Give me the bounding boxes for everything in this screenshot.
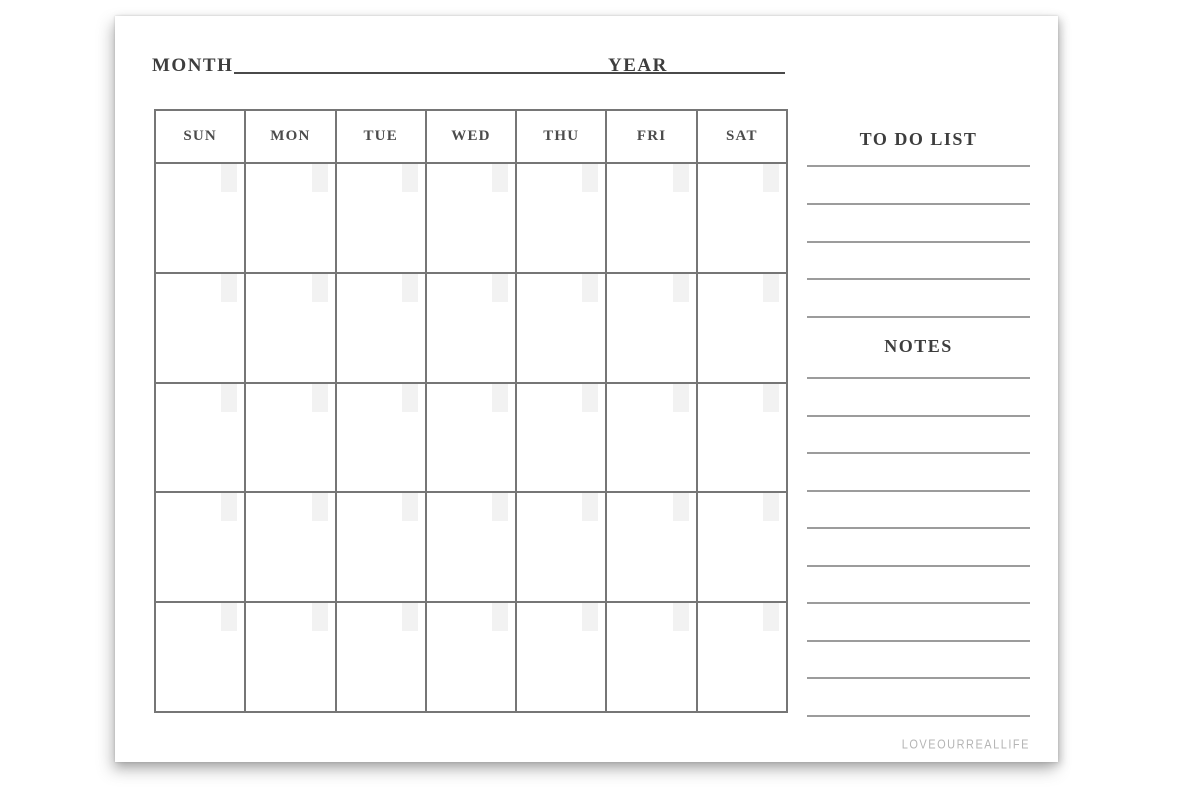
date-placeholder-box <box>763 274 779 302</box>
date-placeholder-box <box>221 274 237 302</box>
notes-rule-line <box>807 677 1030 679</box>
notes-rule-line <box>807 490 1030 492</box>
todo-rule-line <box>807 165 1030 167</box>
date-placeholder-box <box>221 384 237 412</box>
calendar-page <box>115 16 1058 762</box>
day-cell <box>246 164 334 272</box>
day-cell <box>337 274 425 382</box>
date-placeholder-box <box>402 603 418 631</box>
day-cell <box>156 384 244 492</box>
todo-rule-line <box>807 278 1030 280</box>
date-placeholder-box <box>402 164 418 192</box>
day-cell <box>427 493 515 601</box>
day-header-fri: FRI <box>607 111 695 162</box>
date-placeholder-box <box>312 274 328 302</box>
day-cell <box>607 164 695 272</box>
notes-rule-line <box>807 527 1030 529</box>
day-cell <box>607 603 695 711</box>
day-cell <box>156 603 244 711</box>
date-placeholder-box <box>312 493 328 521</box>
date-placeholder-box <box>582 274 598 302</box>
todo-rule-line <box>807 241 1030 243</box>
year-fill-line <box>671 72 785 74</box>
date-placeholder-box <box>402 493 418 521</box>
day-cell <box>156 493 244 601</box>
date-placeholder-box <box>582 384 598 412</box>
day-cell <box>246 384 334 492</box>
day-cell <box>246 603 334 711</box>
day-cell <box>698 384 786 492</box>
day-cell <box>427 164 515 272</box>
date-placeholder-box <box>402 274 418 302</box>
date-placeholder-box <box>492 274 508 302</box>
date-placeholder-box <box>312 164 328 192</box>
todo-list-heading: TO DO LIST <box>859 129 978 149</box>
date-placeholder-box <box>763 493 779 521</box>
day-header-sat: SAT <box>698 111 786 162</box>
day-cell <box>607 493 695 601</box>
watermark-text: LOVEOURREALLIFE <box>901 738 1030 752</box>
day-cell <box>517 603 605 711</box>
date-placeholder-box <box>763 384 779 412</box>
date-placeholder-box <box>312 384 328 412</box>
day-cell <box>517 164 605 272</box>
right-panel <box>807 16 1030 762</box>
day-cell <box>156 274 244 382</box>
notes-rule-line <box>807 377 1030 379</box>
month-label: MONTH <box>152 55 234 76</box>
day-cell <box>698 164 786 272</box>
day-cell <box>698 274 786 382</box>
day-cell <box>246 274 334 382</box>
date-placeholder-box <box>312 603 328 631</box>
day-cell <box>517 493 605 601</box>
day-header-sun: SUN <box>156 111 244 162</box>
day-cell <box>607 384 695 492</box>
day-header-thu: THU <box>517 111 605 162</box>
date-placeholder-box <box>582 493 598 521</box>
todo-rule-line <box>807 316 1030 318</box>
date-placeholder-box <box>582 603 598 631</box>
notes-rule-line <box>807 602 1030 604</box>
year-label: YEAR <box>608 55 668 76</box>
date-placeholder-box <box>492 603 508 631</box>
date-placeholder-box <box>492 493 508 521</box>
date-placeholder-box <box>221 493 237 521</box>
date-placeholder-box <box>221 164 237 192</box>
day-cell <box>517 274 605 382</box>
date-placeholder-box <box>763 164 779 192</box>
date-placeholder-box <box>673 603 689 631</box>
date-placeholder-box <box>221 603 237 631</box>
day-cell <box>156 164 244 272</box>
date-placeholder-box <box>582 164 598 192</box>
day-header-wed: WED <box>427 111 515 162</box>
calendar-grid <box>154 109 788 713</box>
day-cell <box>337 493 425 601</box>
date-placeholder-box <box>763 603 779 631</box>
day-header-mon: MON <box>246 111 334 162</box>
day-cell <box>427 603 515 711</box>
day-cell <box>337 164 425 272</box>
date-placeholder-box <box>673 384 689 412</box>
day-cell <box>427 274 515 382</box>
day-cell <box>337 384 425 492</box>
notes-rule-line <box>807 415 1030 417</box>
notes-heading: NOTES <box>884 336 953 356</box>
date-placeholder-box <box>492 164 508 192</box>
day-cell <box>607 274 695 382</box>
date-placeholder-box <box>673 164 689 192</box>
day-cell <box>246 493 334 601</box>
notes-rule-line <box>807 452 1030 454</box>
notes-rule-line <box>807 640 1030 642</box>
day-cell <box>517 384 605 492</box>
notes-rule-line <box>807 715 1030 717</box>
notes-rule-line <box>807 565 1030 567</box>
day-cell <box>427 384 515 492</box>
date-placeholder-box <box>673 493 689 521</box>
date-placeholder-box <box>402 384 418 412</box>
date-placeholder-box <box>673 274 689 302</box>
day-cell <box>337 603 425 711</box>
date-placeholder-box <box>492 384 508 412</box>
day-header-tue: TUE <box>337 111 425 162</box>
day-cell <box>698 603 786 711</box>
day-cell <box>698 493 786 601</box>
todo-rule-line <box>807 203 1030 205</box>
